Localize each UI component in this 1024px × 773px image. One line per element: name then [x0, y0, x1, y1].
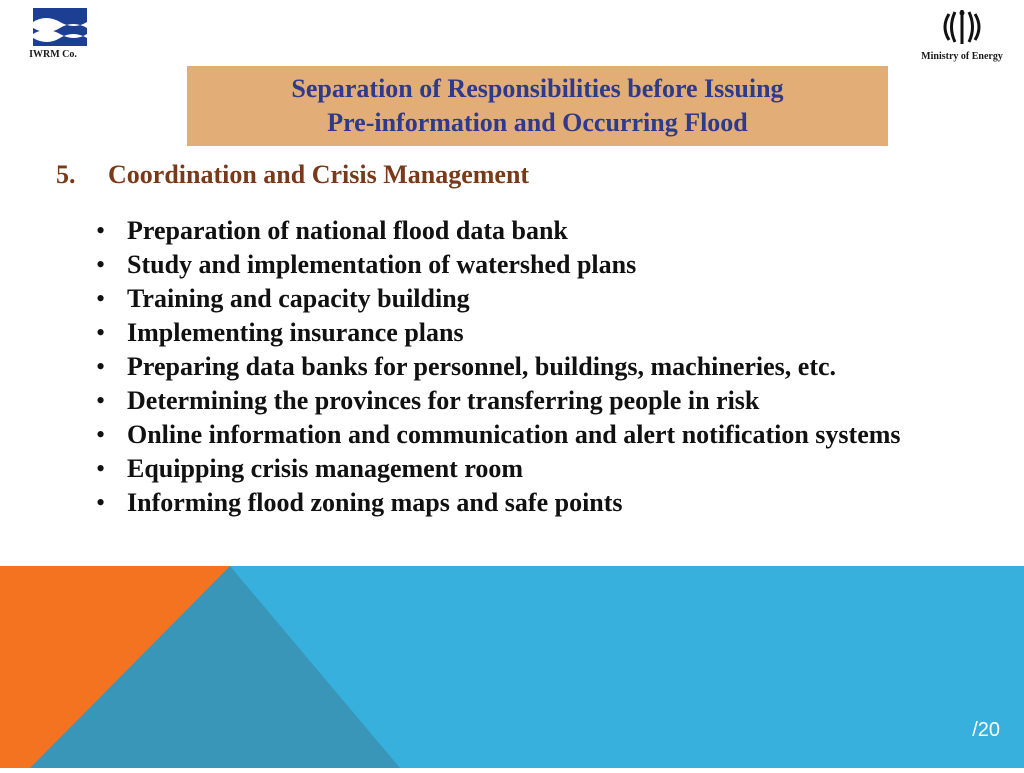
bullet-text: Study and implementation of watershed plans	[127, 250, 637, 279]
page-number: /20	[972, 719, 1000, 741]
bullet-text: Determining the provinces for transferring people in risk	[127, 386, 760, 415]
slide-title	[187, 66, 888, 146]
ministry-logo	[912, 8, 1012, 62]
slide-title-line-2: Pre-information and Occurring Flood	[327, 108, 748, 137]
bullet-text: Implementing insurance plans	[127, 318, 464, 347]
bullet-marker: •	[96, 386, 106, 415]
bullet-marker: •	[96, 454, 106, 483]
bullet-marker: •	[96, 216, 106, 245]
slide-title-line-1: Separation of Responsibilities before Issuing	[291, 74, 784, 103]
bullet-text: Preparation of national flood data bank	[127, 216, 568, 245]
bullet-marker: •	[96, 420, 106, 449]
bullet-text: Training and capacity building	[127, 284, 470, 313]
bullet-marker: •	[96, 352, 106, 381]
section-title: Coordination and Crisis Management	[108, 160, 530, 189]
section-number: 5.	[56, 160, 76, 189]
ministry-logo-caption: Ministry of Energy	[921, 51, 1003, 62]
iwrm-logo	[20, 8, 100, 60]
bullet-marker: •	[96, 284, 106, 313]
iwrm-wave-icon	[33, 8, 87, 46]
bullet-text: Preparing data banks for personnel, buildings, machineries, etc.	[127, 352, 837, 381]
bullet-item	[96, 316, 956, 350]
bullet-item	[96, 282, 956, 316]
bullet-item	[96, 248, 956, 282]
bullet-item	[96, 418, 956, 452]
iran-emblem-icon	[939, 8, 985, 46]
section-heading	[56, 160, 529, 190]
bullet-text: Equipping crisis management room	[127, 454, 524, 483]
bullet-item	[96, 350, 956, 384]
bullet-text: Informing flood zoning maps and safe points	[127, 488, 623, 517]
bullet-marker: •	[96, 488, 106, 517]
bullet-item	[96, 214, 956, 248]
bullet-item	[96, 452, 956, 486]
iwrm-logo-caption: IWRM Co.	[29, 49, 77, 60]
bullet-text: Online information and communication and alert notification systems	[127, 420, 901, 449]
footer-decoration	[0, 566, 1024, 768]
bullet-item	[96, 384, 956, 418]
bullet-list	[96, 214, 956, 520]
bullet-item	[96, 486, 956, 520]
footer-shapes	[0, 566, 1024, 768]
bullet-marker: •	[96, 250, 106, 279]
bullet-marker: •	[96, 318, 106, 347]
